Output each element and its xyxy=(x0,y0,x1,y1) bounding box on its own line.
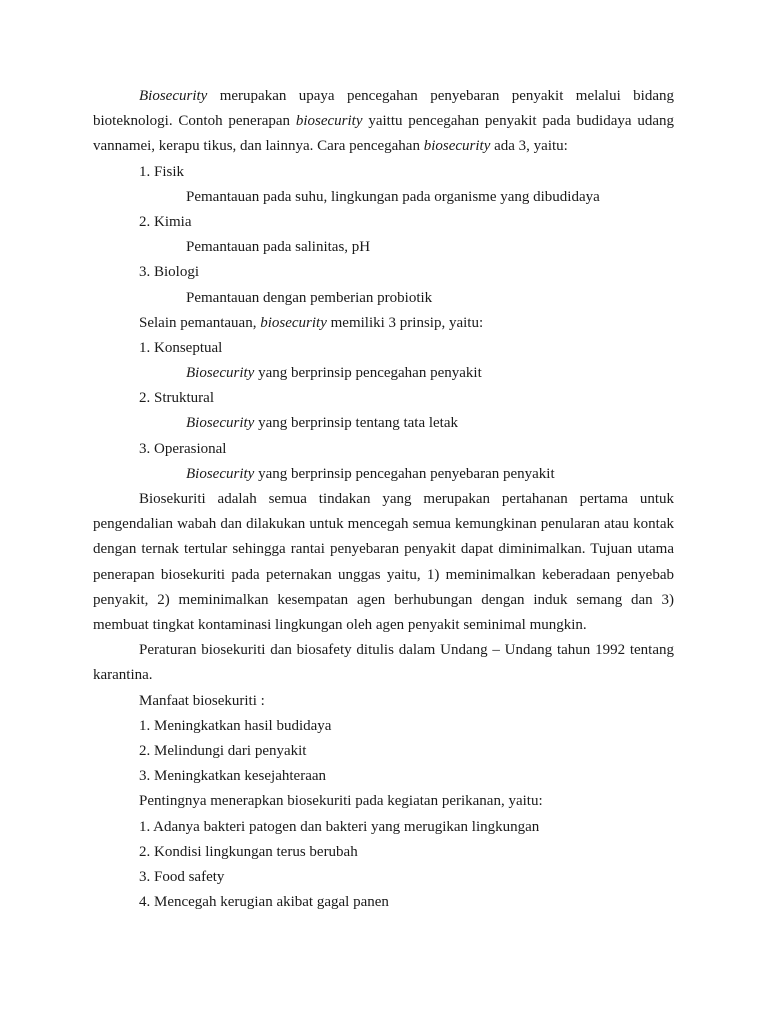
importance-item: 4. Mencegah kerugian akibat gagal panen xyxy=(139,894,389,911)
importance-item: 1. Adanya bakteri patogen dan bakteri yang merugikan lingkungan xyxy=(139,818,540,835)
principles-intro-term: biosecurity xyxy=(260,314,327,331)
principle-text: yang berprinsip pencegahan penyakit xyxy=(254,365,482,382)
intro-term-3: biosecurity xyxy=(423,138,491,155)
method-desc: Pemantauan pada suhu, lingkungan pada organisme yang dibudidaya xyxy=(186,188,600,205)
principle-desc xyxy=(93,361,674,386)
principles-intro xyxy=(93,311,674,336)
intro-text-2: yaittu pencegahan penyakit pada budidaya udang vannamei, kerapu tikus, dan lainnya. Cara pencegahan xyxy=(93,113,674,155)
method-label: 2. Kimia xyxy=(139,213,192,230)
principle-label: 1. Konseptual xyxy=(139,339,223,356)
principle-text: yang berprinsip tentang tata letak xyxy=(254,415,459,432)
benefit-item: 2. Melindungi dari penyakit xyxy=(139,743,307,760)
importance-item: 3. Food safety xyxy=(139,868,225,885)
principle-text: yang berprinsip pencegahan penyebaran penyakit xyxy=(254,465,555,482)
method-label: 1. Fisik xyxy=(139,163,185,180)
intro-text-3: ada 3, yaitu: xyxy=(490,138,568,155)
principle-term: Biosecurity xyxy=(186,365,255,382)
method-label: 3. Biologi xyxy=(139,264,200,281)
method-desc: Pemantauan pada salinitas, pH xyxy=(186,239,371,256)
benefit-item: 1. Meningkatkan hasil budidaya xyxy=(139,717,332,734)
regulation-paragraph: Peraturan biosekuriti dan biosafety ditulis dalam Undang – Undang tahun 1992 tentang karantina. xyxy=(93,642,674,684)
principles-intro-before: Selain pemantauan, xyxy=(139,314,261,331)
benefits-heading: Manfaat biosekuriti : xyxy=(139,692,265,709)
intro-term-2: biosecurity xyxy=(295,113,363,130)
method-desc: Pemantauan dengan pemberian probiotik xyxy=(186,289,433,306)
importance-heading: Pentingnya menerapkan biosekuriti pada kegiatan perikanan, yaitu: xyxy=(139,793,543,810)
principle-label: 3. Operasional xyxy=(139,440,227,457)
intro-paragraph xyxy=(93,84,674,160)
principles-intro-after: memiliki 3 prinsip, yaitu: xyxy=(326,314,484,331)
principle-desc xyxy=(93,462,674,487)
intro-text-1: merupakan upaya pencegahan penyebaran penyakit melalui bidang bioteknologi. Contoh penerapan xyxy=(93,88,674,130)
principle-desc xyxy=(93,411,674,436)
intro-term: Biosecurity xyxy=(139,88,208,104)
document-page xyxy=(93,84,674,915)
principle-label: 2. Struktural xyxy=(139,390,214,407)
principle-term: Biosecurity xyxy=(186,415,255,432)
biosekuriti-paragraph: Biosekuriti adalah semua tindakan yang merupakan pertahanan pertama untuk pengendalian wabah dan dilakukan untuk mencegah semua kemungkinan penularan atau kontak dengan ternak tertular sehingga rantai penyebaran penyakit dapat diminimalkan. Tujuan utama penerapan biosekuriti pada peternakan unggas yaitu, 1) meminimalkan keberadaan penyebab penyakit, 2) meminimalkan kesempatan agen berhubungan dengan induk semang dan 3) membuat tingkat kontaminasi lingkungan oleh agen penyakit seminimal mungkin. xyxy=(93,491,674,634)
benefit-item: 3. Meningkatkan kesejahteraan xyxy=(139,768,327,785)
importance-item: 2. Kondisi lingkungan terus berubah xyxy=(139,843,358,860)
principle-term: Biosecurity xyxy=(186,465,255,482)
